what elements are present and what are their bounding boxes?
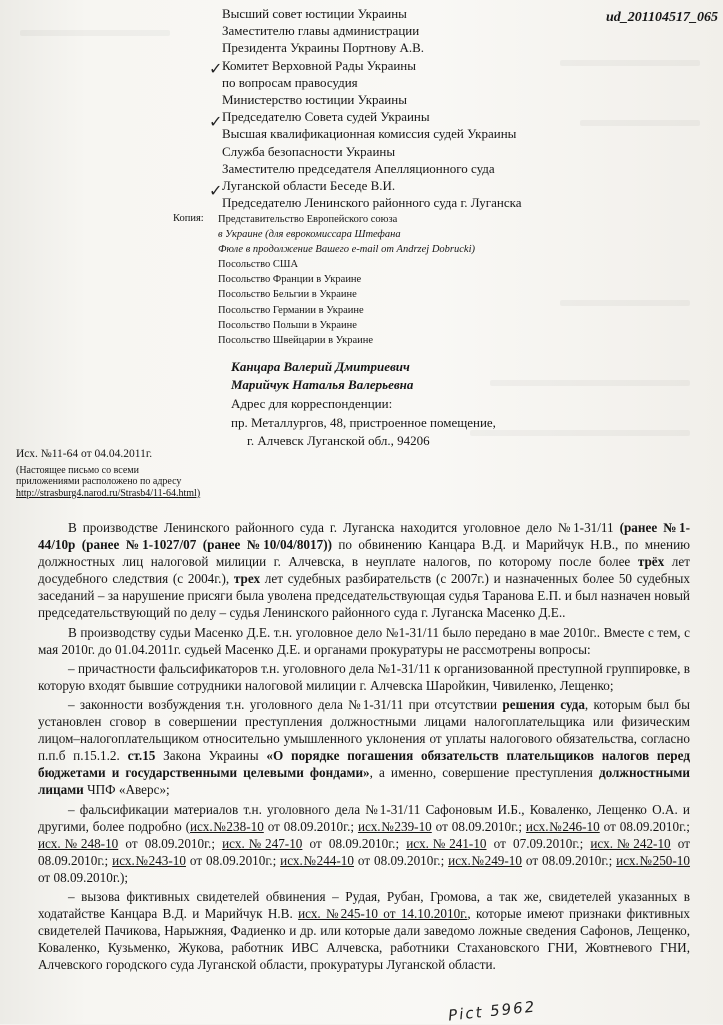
paragraph bbox=[38, 801, 690, 886]
text: Закона Украины bbox=[155, 748, 267, 764]
copy-recipient-list bbox=[218, 212, 538, 348]
addressee: Заместителю главы администрации bbox=[222, 23, 420, 39]
reference-link[interactable]: исх.№239-10 bbox=[357, 818, 432, 834]
copy-recipient: Посольство Германии в Украине bbox=[218, 304, 364, 316]
check-mark-icon: ✓ bbox=[209, 183, 223, 200]
outgoing-reference bbox=[16, 449, 256, 499]
correspondence-address bbox=[231, 395, 496, 451]
text: , которые имеют признаки фиктивных свидетелей Пачикова, Нарыжняя, Фадиенко и др. или которые дали заведомо ложные сведения Сафонов, Лещенко, Коваленко, Кузьменко, Жукова, работник ИВС Алчевска, работники Стахановского ГНИ, Жовтневого ГНИ, Алчевского городского суда Луганской области, прокуратуры Луганской области. bbox=[38, 906, 690, 973]
check-mark-icon: ✓ bbox=[209, 114, 223, 131]
copy-recipient: Посольство США bbox=[218, 259, 299, 271]
outgoing-number: Исх. №11-64 от 04.04.2011г. bbox=[16, 448, 153, 460]
addressee: Высшая квалификационная комиссия судей Украины bbox=[222, 126, 517, 142]
reference-link[interactable]: http://strasburg4.narod.ru/Strasb4/11-64.html) bbox=[16, 487, 201, 499]
document-id: ud_201104517_065 bbox=[605, 10, 718, 25]
text: – законности возбуждения т.н. уголовного дела №1-31/11 при отсутствии bbox=[68, 696, 503, 712]
address-line: г. Алчевск Луганской обл., 94206 bbox=[247, 433, 430, 448]
text: лет судебных разбирательств (с 2007г.) и назначенных более 50 судебных заседаний – за нарушение присяги была уволена председательствующая судья Таранова Е.П. и был назначен новый председательствующий по делу – судья Ленинского районного суда г. Луганска Масенко Д.Е.. bbox=[38, 571, 690, 621]
text: ЧПФ «Аверс»; bbox=[83, 782, 170, 798]
bleed-through bbox=[490, 380, 690, 386]
addressee: по вопросам правосудия bbox=[222, 74, 358, 90]
copy-recipient: Посольство Бельгии в Украине bbox=[218, 289, 357, 301]
addressee: Министерство юстиции Украины bbox=[222, 92, 407, 108]
text: В производстве Ленинского районного суда г. Луганска находится уголовное дело №1-31/11 bbox=[68, 520, 620, 535]
check-mark-icon: ✓ bbox=[209, 61, 223, 78]
handwritten-note: Pict 5962 bbox=[447, 997, 537, 1025]
reference-link[interactable]: исх.№250-10 bbox=[616, 852, 690, 868]
reference-link[interactable]: исх.№246-10 bbox=[525, 818, 600, 834]
addressee-list bbox=[222, 5, 562, 211]
addressee: Заместителю председателя Апелляционного суда bbox=[222, 160, 495, 176]
reference-link[interactable]: исх. №245-10 от 14.10.2010г. bbox=[298, 906, 468, 922]
bleed-through bbox=[20, 30, 170, 36]
text: , которым был бы установлен сговор в совершении преступления должностными лицами налогоплательщика или физическим лицом–налогоплательщиком относительно умышленного уклонения от уплаты налогового обязательства, согласно п.п.б п.15.1.2. bbox=[38, 696, 690, 764]
text: от 08.09.2010г.; bbox=[118, 835, 223, 851]
reference-link[interactable]: исх.№248-10 bbox=[38, 835, 119, 851]
text: лет досудебного следствия (с 2004г.), bbox=[38, 554, 690, 587]
addressee: Комитет Верховной Рады Украины bbox=[222, 57, 416, 73]
text: от 08.09.2010г.; bbox=[521, 852, 617, 868]
text: от 08.09.2010г.; bbox=[302, 835, 407, 851]
case-numbers: (ранее №1-44/10р (ранее №1-1027/07 (ранее №10/04/8017)) bbox=[38, 520, 690, 553]
copy-recipient: Посольство Франции в Украине bbox=[218, 274, 362, 286]
text: по обвинению Канцара В.Д. и Марийчук Н.В., по мнению должностных лиц налоговой милиции г. Алчевска, в неуплате налогов, по которому после более bbox=[38, 537, 690, 570]
address-line: Адрес для корреспонденции: bbox=[231, 396, 393, 411]
emphasis: должностными лицами bbox=[38, 765, 690, 798]
bleed-through bbox=[560, 300, 690, 306]
addressee: Председателю Ленинского районного суда г. Луганска bbox=[222, 195, 522, 211]
addressee: Председателю Совета судей Украины bbox=[222, 109, 430, 125]
copy-recipient: Фюле в продолжение Вашего e-mail от Andrzej Dobrucki) bbox=[218, 244, 475, 256]
addressee: Луганской области Беседе В.И. bbox=[222, 178, 396, 194]
text: от 08.09.2010г.; bbox=[38, 835, 690, 868]
copy-recipient: Представительство Европейского союза bbox=[218, 214, 398, 225]
sender-name: Марийчук Наталья Валерьевна bbox=[231, 377, 414, 392]
addressee: Высший совет юстиции Украины bbox=[222, 6, 407, 21]
reference-link[interactable]: исх.№243-10 bbox=[112, 852, 186, 868]
text: от 08.09.2010г.; bbox=[599, 818, 690, 834]
reference-link[interactable]: исх.№244-10 bbox=[280, 852, 354, 868]
reference-note: (Настоящее письмо со всеми bbox=[16, 464, 139, 476]
paragraph: В производству судьи Масенко Д.Е. т.н. уголовное дело №1-31/11 было передано в мае 2010г.. Вместе с тем, с мая 2010г. до 01.04.2011г. судьей Масенко Д.Е. и органами прокуратуры не рассмотрены вопросы: bbox=[38, 624, 690, 657]
copy-label: Копия: bbox=[173, 213, 204, 224]
text: от 08.09.2010г.); bbox=[38, 869, 129, 885]
text: от 08.09.2010г.; bbox=[353, 852, 449, 868]
text: – вызова фиктивных свидетелей обвинения – Рудая, Рубан, Громова, а так же, свидетелей указанных в ходатайстве Канцара В.Д. и Марийчук Н.В. bbox=[38, 888, 690, 922]
emphasis: трех bbox=[233, 571, 261, 587]
text: – фальсификации материалов т.н. уголовного дела №1-31/11 Сафоновым И.Б., Коваленко, Лещенко О.А. и другими, более подробно ( bbox=[38, 801, 690, 834]
text: , а именно, совершение преступления bbox=[369, 765, 599, 781]
addressee: Президента Украины Портнову А.В. bbox=[222, 40, 425, 56]
text: от 08.09.2010г.; bbox=[431, 818, 526, 834]
text: от 08.09.2010г.; bbox=[263, 818, 358, 834]
reference-link[interactable]: исх.№242-10 bbox=[590, 835, 671, 851]
text: от 07.09.2010г.; bbox=[486, 835, 591, 851]
copy-recipient: Посольство Польши в Украине bbox=[218, 319, 357, 331]
law-title: «О порядке погашения обязательств плательщиков налогов перед бюджетами и государственными целевыми фондами» bbox=[38, 748, 690, 781]
bleed-through bbox=[580, 120, 700, 126]
paragraph: – причастности фальсификаторов т.н. уголовного дела №1-31/11 к организованной преступной группировке, в которую входят бывшие сотрудники налоговой милиции г. Алчевска Шаройкин, Чивиленко, Лещенко; bbox=[38, 660, 690, 693]
paragraph bbox=[38, 696, 690, 799]
sender-names bbox=[231, 358, 413, 394]
emphasis: трёх bbox=[637, 554, 665, 570]
letter-body bbox=[38, 519, 690, 973]
paragraph bbox=[38, 888, 690, 973]
copy-recipient: в Украине (для еврокомиссара Штефана bbox=[218, 229, 401, 241]
bleed-through bbox=[470, 430, 690, 436]
reference-link[interactable]: исх.№247-10 bbox=[222, 835, 303, 851]
address-line: пр. Металлургов, 48, пристроенное помещение, bbox=[231, 414, 496, 430]
emphasis: ст.15 bbox=[127, 748, 156, 764]
reference-link[interactable]: исх.№249-10 bbox=[448, 852, 522, 868]
sender-name: Канцара Валерий Дмитриевич bbox=[231, 359, 410, 374]
copy-recipient: Посольство Швейцарии в Украине bbox=[218, 334, 374, 346]
reference-note: приложениями расположено по адресу bbox=[16, 476, 182, 488]
reference-link[interactable]: исх.№238-10 bbox=[189, 818, 264, 834]
paragraph bbox=[38, 519, 690, 622]
addressee: Служба безопасности Украины bbox=[222, 143, 396, 159]
reference-link[interactable]: исх.№241-10 bbox=[406, 835, 487, 851]
text: от 08.09.2010г.; bbox=[185, 852, 281, 868]
emphasis: решения суда bbox=[502, 696, 585, 712]
bleed-through bbox=[560, 60, 700, 66]
